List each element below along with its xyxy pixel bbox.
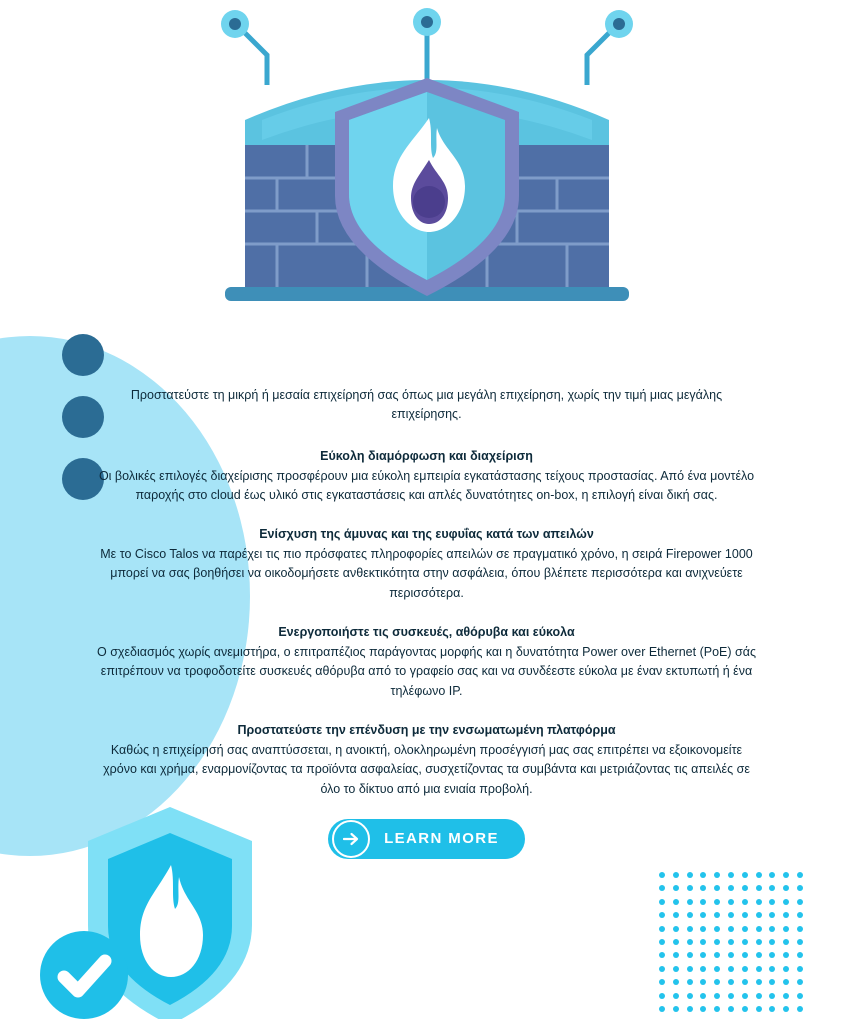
hero-illustration: [0, 0, 853, 340]
decorative-grid-dot: [783, 899, 789, 905]
decorative-grid-dot: [659, 926, 665, 932]
decorative-grid-dot: [756, 1006, 762, 1012]
firewall-shield-flame-illustration: [207, 0, 647, 330]
decorative-grid-dot: [797, 872, 803, 878]
decorative-grid-dot: [783, 993, 789, 999]
decorative-grid-dot: [756, 926, 762, 932]
decorative-grid-dot: [673, 926, 679, 932]
decorative-grid-dot: [797, 939, 803, 945]
decorative-grid-dot: [714, 885, 720, 891]
feature-body: Οι βολικές επιλογές διαχείρισης προσφέρουν μια εύκολη εμπειρία εγκατάστασης τείχους προστασίας. Από ένα μοντέλο παροχής στο cloud έως υλικό στις εγκαταστάσεις και απλές δυνατότητες on-box, η επιλογή είναι δική σας.: [98, 468, 755, 502]
decorative-grid-dot: [700, 952, 706, 958]
decorative-grid-dot: [728, 1006, 734, 1012]
decorative-grid-dot: [714, 1006, 720, 1012]
decorative-grid-dot: [769, 872, 775, 878]
decorative-grid-dot: [797, 1006, 803, 1012]
decorative-grid-dot: [728, 912, 734, 918]
decorative-grid-dot: [797, 899, 803, 905]
decorative-grid-dot: [797, 926, 803, 932]
decorative-grid-dot: [769, 1006, 775, 1012]
feature-heading: Προστατεύστε την επένδυση με την ενσωματωμένη πλατφόρμα: [237, 723, 616, 737]
intro-paragraph: Προστατεύστε τη μικρή ή μεσαία επιχείρησή σας όπως μια μεγάλη επιχείρηση, χωρίς την τιμή μιας μεγάλης επιχείρησης.: [130, 388, 723, 422]
decorative-grid-dot: [742, 926, 748, 932]
decorative-grid-dot: [659, 979, 665, 985]
decorative-grid-dot: [756, 979, 762, 985]
decorative-grid-dot: [687, 885, 693, 891]
decorative-grid-dot: [659, 939, 665, 945]
feature-block: [97, 447, 757, 506]
decorative-grid-dot: [769, 993, 775, 999]
decorative-grid-dot: [742, 979, 748, 985]
decorative-grid-dot: [714, 926, 720, 932]
feature-block: [97, 623, 757, 701]
shield-flame-check-icon: [40, 789, 270, 1019]
decorative-grid-dot: [659, 885, 665, 891]
decorative-grid-dot: [756, 912, 762, 918]
decorative-grid-dot: [742, 966, 748, 972]
decorative-grid-dot: [769, 939, 775, 945]
decorative-grid-dot: [797, 979, 803, 985]
decorative-grid-dot: [700, 966, 706, 972]
feature-heading: Εύκολη διαμόρφωση και διαχείριση: [320, 448, 533, 463]
decorative-grid-dot: [728, 939, 734, 945]
decorative-grid-dot: [728, 885, 734, 891]
decorative-grid-dot: [742, 912, 748, 918]
decorative-grid-dot: [673, 966, 679, 972]
feature-heading: Ενεργοποιήστε τις συσκευές, αθόρυβα και εύκολα: [278, 625, 575, 640]
decorative-grid-dot: [687, 966, 693, 972]
decorative-grid-dot: [659, 952, 665, 958]
feature-heading: Ενίσχυση της άμυνας και της ευφυΐας κατά των απειλών: [259, 527, 594, 542]
decorative-grid-dot: [783, 939, 789, 945]
decorative-grid-dot: [700, 926, 706, 932]
decorative-grid-dot: [783, 952, 789, 958]
decorative-grid-dot: [742, 1006, 748, 1012]
decorative-grid-dot: [769, 926, 775, 932]
learn-more-label: LEARN MORE: [384, 830, 499, 848]
decorative-grid-dot: [783, 885, 789, 891]
decorative-grid-dot: [687, 872, 693, 878]
feature-block: [97, 525, 757, 603]
decorative-grid-dot: [756, 872, 762, 878]
decorative-grid-dot: [687, 912, 693, 918]
decorative-grid-dot: [687, 952, 693, 958]
decorative-grid-dot: [756, 899, 762, 905]
decorative-grid-dot: [742, 872, 748, 878]
decorative-grid-dot: [673, 885, 679, 891]
decorative-grid-dot: [700, 979, 706, 985]
decorative-grid-dot: [769, 899, 775, 905]
decorative-grid-dot: [797, 952, 803, 958]
decorative-grid-dot: [769, 952, 775, 958]
decorative-grid-dot: [714, 952, 720, 958]
decorative-grid-dot: [673, 1006, 679, 1012]
decorative-grid-dot: [728, 993, 734, 999]
decorative-grid-dot: [687, 939, 693, 945]
decorative-grid-dot: [783, 1006, 789, 1012]
decorative-grid-dot: [687, 993, 693, 999]
decorative-grid-dot: [687, 899, 693, 905]
arrow-right-icon: [332, 820, 370, 858]
decorative-grid-dot: [673, 912, 679, 918]
decorative-grid-dot: [673, 899, 679, 905]
decorative-grid-dot: [700, 993, 706, 999]
decorative-grid-dot: [769, 979, 775, 985]
learn-more-button[interactable]: [328, 819, 525, 859]
decorative-grid-dot: [673, 872, 679, 878]
decorative-dot-grid: [655, 868, 807, 1016]
decorative-grid-dot: [700, 872, 706, 878]
decorative-grid-dot: [783, 966, 789, 972]
decorative-grid-dot: [728, 966, 734, 972]
decorative-grid-dot: [769, 912, 775, 918]
decorative-grid-dot: [797, 912, 803, 918]
feature-body: Με το Cisco Talos να παρέχει τις πιο πρόσφατες πληροφορίες απειλών σε πραγματικό χρόνο, η σειρά Firepower 1000 μπορεί να σας βοηθήσει να οικοδομήσετε ανθεκτικότητα στην ασφάλεια, όπου βλέπετε περισσότερα και ανιχνεύετε περισσότερα.: [100, 547, 753, 600]
decorative-grid-dot: [659, 872, 665, 878]
decorative-grid-dot: [659, 912, 665, 918]
decorative-grid-dot: [742, 993, 748, 999]
decorative-grid-dot: [714, 872, 720, 878]
decorative-grid-dot: [659, 899, 665, 905]
decorative-grid-dot: [756, 939, 762, 945]
decorative-grid-dot: [687, 979, 693, 985]
decorative-grid-dot: [659, 966, 665, 972]
decorative-grid-dot: [728, 926, 734, 932]
decorative-grid-dot: [659, 1006, 665, 1012]
decorative-grid-dot: [742, 885, 748, 891]
decorative-grid-dot: [700, 1006, 706, 1012]
content-body: [97, 340, 757, 799]
decorative-grid-dot: [673, 993, 679, 999]
decorative-grid-dot: [673, 979, 679, 985]
decorative-grid-dot: [700, 912, 706, 918]
decorative-grid-dot: [700, 939, 706, 945]
decorative-grid-dot: [756, 952, 762, 958]
decorative-grid-dot: [742, 939, 748, 945]
decorative-grid-dot: [783, 979, 789, 985]
decorative-grid-dot: [797, 885, 803, 891]
decorative-grid-dot: [714, 899, 720, 905]
decorative-grid-dot: [742, 899, 748, 905]
decorative-grid-dot: [783, 872, 789, 878]
decorative-grid-dot: [714, 966, 720, 972]
decorative-grid-dot: [742, 952, 748, 958]
decorative-grid-dot: [756, 966, 762, 972]
decorative-grid-dot: [659, 993, 665, 999]
feature-body: Ο σχεδιασμός χωρίς ανεμιστήρα, ο επιτραπέζιος παράγοντας μορφής και η δυνατότητα Power over Ethernet (PoE) σάς επιτρέπουν να τροφοδοτείτε συσκευές αθόρυβα από το γραφείο σας και να συνδέεστε εύκολα με έναν εκτυπωτή ή ένα τηλέφωνο IP.: [97, 644, 756, 698]
decorative-grid-dot: [783, 912, 789, 918]
decorative-grid-dot: [783, 926, 789, 932]
decorative-grid-dot: [687, 1006, 693, 1012]
decorative-grid-dot: [714, 979, 720, 985]
decorative-grid-dot: [673, 952, 679, 958]
decorative-grid-dot: [756, 885, 762, 891]
decorative-grid-dot: [728, 899, 734, 905]
decorative-grid-dot: [714, 939, 720, 945]
decorative-grid-dot: [714, 912, 720, 918]
decorative-grid-dot: [797, 993, 803, 999]
decorative-grid-dot: [769, 885, 775, 891]
decorative-grid-dot: [728, 952, 734, 958]
decorative-grid-dot: [700, 899, 706, 905]
feature-block: [97, 721, 757, 799]
decorative-grid-dot: [797, 966, 803, 972]
bottom-shield-badge: [40, 789, 270, 1024]
decorative-grid-dot: [728, 979, 734, 985]
decorative-grid-dot: [769, 966, 775, 972]
decorative-grid-dot: [687, 926, 693, 932]
decorative-grid-dot: [728, 872, 734, 878]
decorative-grid-dot: [673, 939, 679, 945]
decorative-grid-dot: [714, 993, 720, 999]
decorative-grid-dot: [700, 885, 706, 891]
decorative-grid-dot: [756, 993, 762, 999]
feature-body: Καθώς η επιχείρησή σας αναπτύσσεται, η ανοικτή, ολοκληρωμένη προσέγγισή μας σας επιτρέπει να εξοικονομείτε χρόνο και χρήμα, εναρμονίζοντας τα προϊόντα ασφαλείας, συσχετίζοντας τα συμβάντα και μετριάζοντας τις απειλές σε όλο το δίκτυο από μια ενιαία προβολή.: [103, 742, 750, 796]
